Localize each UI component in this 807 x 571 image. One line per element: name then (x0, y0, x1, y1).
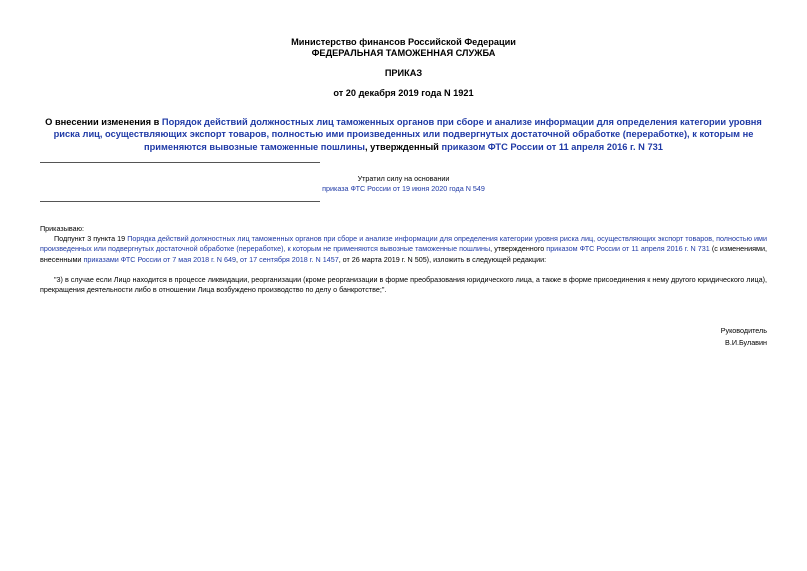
title-prefix: О внесении изменения в (45, 117, 162, 127)
p1-text-e: , от 26 марта 2019 г. N 505), изложить в следующей редакции: (338, 254, 547, 264)
document-title (40, 116, 767, 153)
p1-text-d: , (236, 254, 240, 264)
p1-text-a: Подпункт 3 пункта 19 (54, 234, 128, 243)
service-name: ФЕДЕРАЛЬНАЯ ТАМОЖЕННАЯ СЛУЖБА (311, 48, 496, 58)
document-type: ПРИКАЗ (384, 68, 423, 78)
ministry-name: Министерство финансов Российской Федерации (291, 37, 516, 47)
p1-link-procedure[interactable]: Порядка действий должностных лиц таможенных органов при сборе и анализе информации для определения категории уровня риска лиц, осуществляющих экспорт товаров, полностью ими произведенных или подвергнутых достаточной обработке (переработке), к которым не применяются вывозные таможенные пошлины (40, 234, 767, 254)
p1-text-b: , утвержденного (490, 244, 547, 254)
p1-link-order-1457[interactable]: от 17 сентября 2018 г. N 1457 (240, 254, 339, 264)
title-link-order-731[interactable]: приказом ФТС России от 11 апреля 2016 г. N 731 (441, 141, 663, 152)
document-date: от 20 декабря 2019 года N 1921 (333, 88, 474, 98)
paragraph-1 (40, 234, 767, 265)
paragraph-2: "3) в случае если Лицо находится в процессе ликвидации, реорганизации (кроме реорганизации в форме преобразования юридического лица, а также в форме присоединения к нему другого юридического лица), прекращения деятельности либо в отношении Лица возбуждено производство по делу о банкротстве;". (40, 275, 767, 295)
p1-link-order-731[interactable]: приказом ФТС России от 11 апреля 2016 г. N 731 (546, 244, 710, 254)
title-link-procedure[interactable]: Порядок действий должностных лиц таможенных органов при сборе и анализе информации для определения категории уровня риска лиц, осуществляющих экспорт товаров, полностью ими произведенных или подвергнутых достаточной обработке (переработке), к которым не применяются вывозные таможенные пошлины (53, 117, 762, 152)
status-text: Утратил силу на основании (357, 174, 450, 183)
signature-role: Руководитель (720, 326, 767, 335)
p1-link-order-649[interactable]: приказами ФТС России от 7 мая 2018 г. N 649 (83, 254, 236, 264)
divider-bottom (40, 201, 320, 202)
p1-text-c: (с изменениями, внесенными (40, 244, 767, 264)
signature-name: В.И.Булавин (725, 338, 767, 347)
status-link[interactable]: приказа ФТС России от 19 июня 2020 года N 549 (322, 184, 485, 193)
order-word: Приказываю: (40, 224, 84, 233)
divider-top (40, 162, 320, 163)
title-middle: , утвержденный (364, 141, 442, 152)
